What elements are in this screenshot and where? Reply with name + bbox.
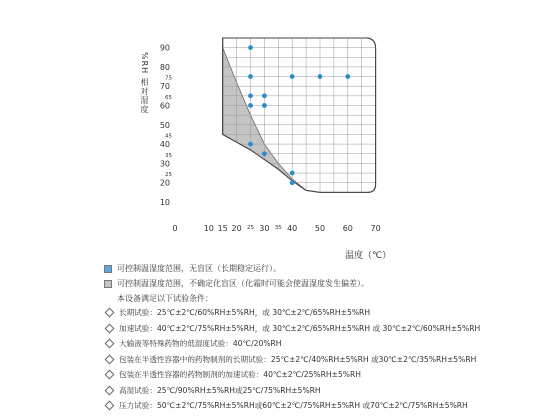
condition-text: 大输液等特殊药物的低湿度试验：40℃/20%RH	[119, 339, 282, 349]
conditions-title: 本设备满足以下试验条件：	[117, 294, 213, 303]
condition-item	[104, 321, 480, 337]
y-tick-label: 70	[159, 82, 170, 92]
data-point	[248, 103, 253, 108]
y-tick-label: 40	[159, 140, 170, 150]
condition-item	[104, 336, 480, 352]
diamond-bullet-icon	[105, 308, 115, 318]
diamond-bullet-icon	[105, 323, 115, 333]
condition-text: 高湿试验：25℃/90%RH±5%RH或25℃/75%RH±5%RH	[119, 385, 321, 395]
legend-swatch-controlled	[104, 265, 112, 273]
data-point	[248, 142, 253, 147]
condition-item	[104, 305, 480, 321]
condition-text: 包装在半透性容器的药物制剂的加速试验：40℃±2℃/25%RH±5%RH	[119, 370, 362, 380]
y-tick-label: 75	[165, 75, 172, 82]
condition-text: 加速试验：40℃±2℃/75%RH±5%RH，或 30℃±2℃/65%RH±5%RH 或 30℃±2℃/60%RH±5%RH	[119, 323, 481, 333]
x-tick-label: 35	[274, 225, 282, 231]
data-point	[290, 171, 295, 176]
x-tick-label: 20	[231, 224, 242, 233]
data-point	[248, 74, 253, 79]
x-axis-label: 温度（℃）	[345, 251, 392, 261]
x-tick-label: 40	[287, 224, 298, 233]
diamond-bullet-icon	[105, 339, 115, 349]
y-tick-label: 10	[159, 198, 170, 207]
legend-controlled-label: 可控制温湿度范围，无盲区（长期稳定运行）。	[117, 264, 281, 273]
x-tick-label: 60	[342, 224, 353, 233]
y-tick-label: 65	[165, 94, 172, 101]
y-tick-label: 35	[165, 152, 172, 159]
data-point	[290, 180, 295, 185]
data-point	[290, 74, 295, 79]
x-tick-label: 50	[314, 224, 326, 233]
data-point	[262, 151, 267, 156]
condition-item	[104, 367, 480, 383]
condition-text: 包装在半透性容器中的药物制剂的长期试验：25℃±2℃/40%RH±5%RH 或30℃±2℃/35%RH±5%RH	[119, 354, 477, 364]
diamond-bullet-icon	[105, 354, 115, 364]
x-tick-label: 30	[259, 224, 270, 233]
y-tick-label: 60	[159, 101, 170, 111]
legend-swatch-uncontrolled	[104, 280, 112, 288]
condition-item	[104, 383, 480, 399]
condition-item	[104, 352, 480, 368]
y-tick-label: 90	[159, 43, 170, 53]
data-point	[248, 45, 253, 50]
legend-uncontrolled	[104, 278, 369, 289]
data-point	[262, 93, 267, 98]
y-tick-label: 25	[165, 172, 172, 179]
data-point	[248, 93, 253, 98]
data-point	[262, 103, 267, 108]
condition-item	[104, 398, 480, 414]
y-axis-label: %RH 相对湿度	[140, 52, 149, 114]
legend-controlled	[104, 263, 281, 274]
diamond-bullet-icon	[105, 401, 115, 411]
x-tick-label: 10	[203, 224, 214, 233]
diamond-bullet-icon	[105, 370, 115, 380]
y-tick-label: 80	[159, 62, 170, 72]
data-point	[318, 74, 323, 79]
y-tick-label: 20	[159, 178, 170, 188]
diamond-bullet-icon	[105, 385, 115, 395]
y-tick-label: 50	[159, 120, 170, 130]
x-tick-label: 25	[247, 225, 254, 231]
x-tick-label: 15	[217, 224, 228, 233]
x-tick-label: 0	[172, 224, 178, 233]
legend-uncontrolled-label: 可控制温湿度范围，不确定化盲区（化霜时可能会使温湿度发生偏差）。	[117, 279, 369, 288]
condition-text: 长期试验：25℃±2℃/60%RH±5%RH，或 30℃±2℃/65%RH±5%RH	[119, 308, 371, 318]
y-tick-label: 30	[159, 159, 170, 169]
x-tick-label: 70	[370, 224, 381, 233]
conditions-list	[104, 305, 480, 414]
y-tick-label: 45	[165, 133, 172, 140]
data-point	[345, 74, 350, 79]
condition-text: 压力试验：50℃±2℃/75%RH±5%RH或60℃±2℃/75%RH±5%RH 或70℃±2℃/75%RH±5%RH	[119, 401, 468, 411]
